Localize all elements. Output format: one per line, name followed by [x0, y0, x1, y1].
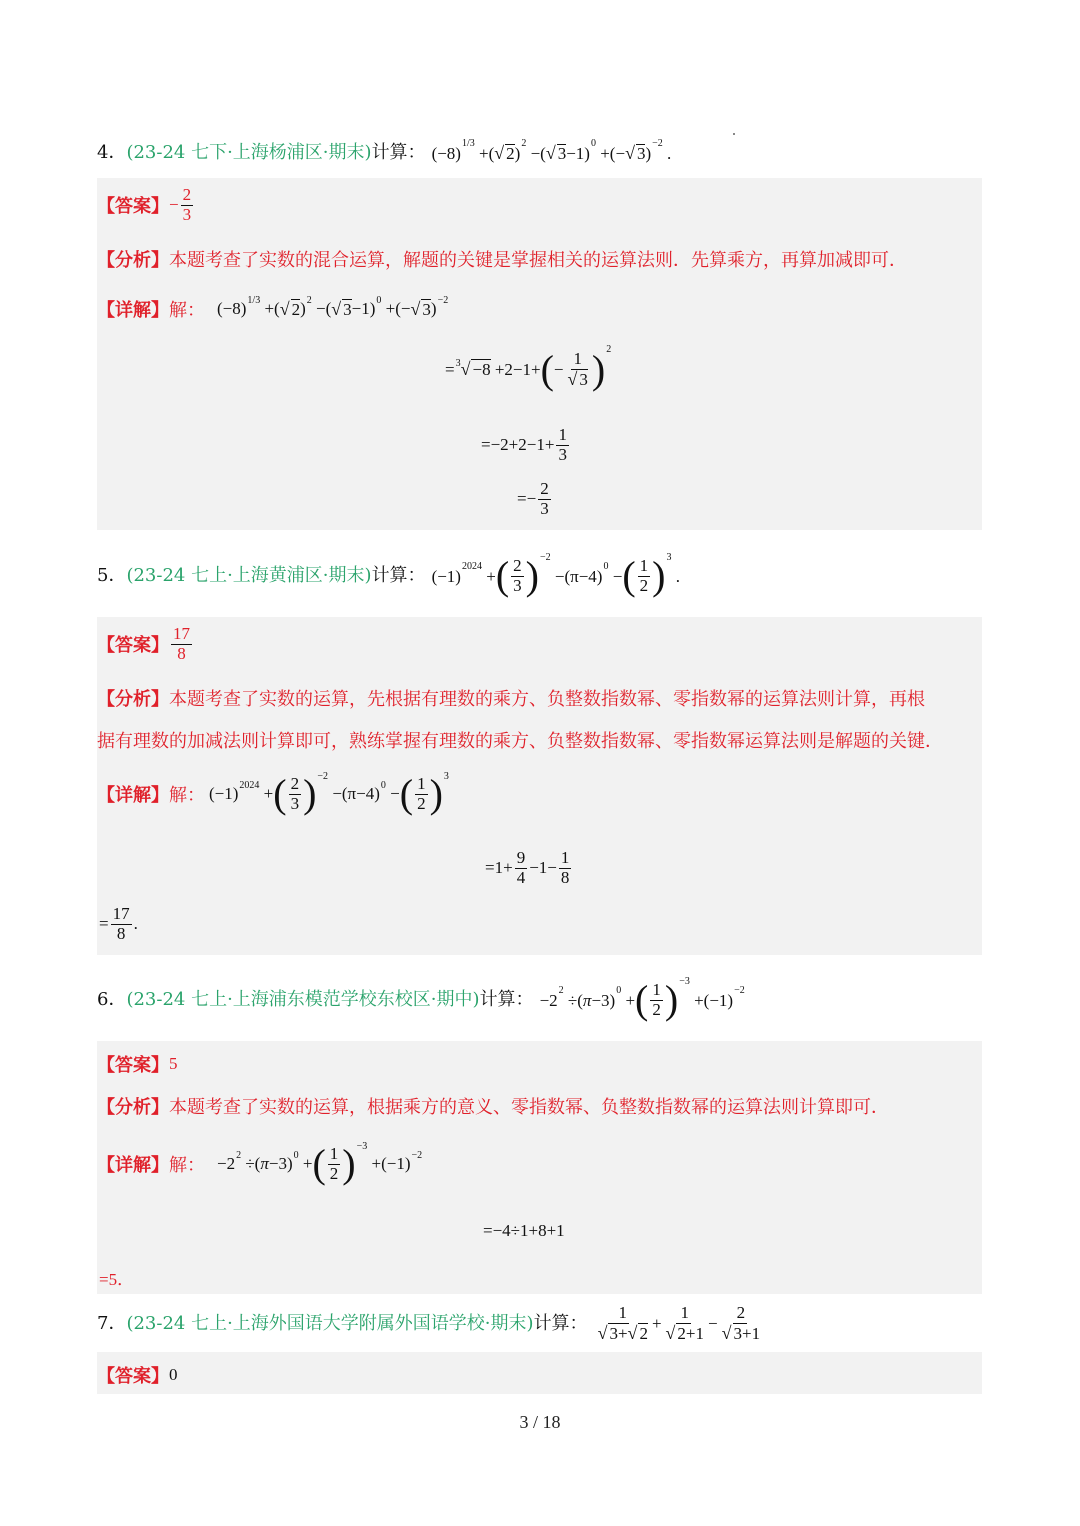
detail-label: 【详解】 — [97, 300, 169, 321]
analysis-row — [97, 685, 925, 711]
analysis-label: 【分析】 — [97, 689, 169, 710]
question-6 — [97, 976, 983, 1022]
question-expression: (−8) 1/3 +( √ 2 ) 2 −( √ 3 −1) 0 +(− √ 3 ) −2 . — [431, 138, 672, 163]
answer-row — [97, 1051, 178, 1077]
step-2 — [99, 1265, 134, 1290]
compute-label: 计算： — [371, 565, 426, 586]
analysis-row-2 — [97, 727, 943, 753]
detail-label: 【详解】 — [97, 785, 169, 807]
compute-label: 计算： — [371, 142, 426, 163]
answer-label: 【答案】 — [97, 635, 169, 657]
step-1: =−4÷1+8+1 — [483, 1221, 565, 1240]
question-5 — [97, 552, 983, 598]
step-3: =− $\frac{2}{3}$ — [517, 479, 549, 518]
question-source: (23-24 七下·上海杨浦区·期末) — [126, 142, 372, 163]
answer-value: $\frac{17}{8}$ — [173, 624, 190, 663]
solve-label: 解： — [169, 300, 205, 321]
question-number: 6． — [97, 989, 127, 1010]
analysis-text: 本题考查了实数的运算，根据乘方的意义、零指数幂、负整数指数幂的运算法则计算即可． — [169, 1097, 889, 1118]
answer-row — [97, 186, 195, 224]
detail-row — [97, 770, 449, 817]
solve-label: 解： — [169, 1155, 205, 1177]
solve-label: 解： — [169, 785, 205, 807]
step-1: =1+ $\frac{9}{4}$ −1− $\frac{1}{8}$ — [485, 848, 570, 887]
question-number: 7． — [97, 1313, 127, 1334]
question-expression: −2 2 ÷( π −3) 0 + ( $\frac{1}{2}$ ) −3 +(−1) −2 — [539, 976, 745, 1022]
detail-label: 【详解】 — [97, 1155, 169, 1177]
analysis-text-line2: 据有理数的加减法则计算即可，熟练掌握有理数的乘方、负整数指数幂、零指数幂运算法则是解题的关键． — [97, 731, 943, 752]
page-number: 3 / 18 — [519, 1412, 561, 1432]
analysis-text: 本题考查了实数的混合运算，解题的关键是掌握相关的运算法则．先算乘方，再算加减即可． — [169, 250, 907, 271]
analysis-row — [97, 246, 907, 272]
solution-box-5 — [97, 617, 982, 955]
analysis-label: 【分析】 — [97, 1097, 169, 1118]
answer-label: 【答案】 — [97, 1366, 169, 1387]
question-number: 4． — [97, 142, 127, 163]
solution-box-7 — [97, 1352, 982, 1394]
question-source: (23-24 七上·上海浦东模范学校东校区·期中) — [126, 989, 480, 1010]
detail-row — [97, 1140, 423, 1187]
answer-row — [97, 1362, 178, 1388]
question-source: (23-24 七上·上海外国语大学附属外国语学校·期末) — [126, 1313, 534, 1334]
question-source: (23-24 七上·上海黄浦区·期末) — [126, 565, 372, 586]
question-number: 5． — [97, 565, 127, 586]
answer-label: 【答案】 — [97, 1055, 169, 1076]
solution-box-4 — [97, 178, 982, 530]
step-2: = $\frac{17}{8}$ . — [99, 904, 138, 943]
answer-row — [97, 625, 194, 663]
question-expression: $\frac{1}{√ 3+√ 2}$ + $\frac{1}{√ 2+1}$ − $\frac{2}{√ 3+1}$ — [597, 1303, 761, 1343]
answer-label: 【答案】 — [97, 196, 169, 218]
final-result: =5． — [99, 1270, 135, 1289]
analysis-row — [97, 1093, 889, 1119]
detail-expression: (−8) 1/3 +( √ 2 ) 2 −( √ 3 −1) 0 +(− √ 3 ) −2 — [217, 294, 449, 319]
analysis-label: 【分析】 — [97, 250, 169, 271]
detail-row — [97, 296, 448, 322]
analysis-text-line1: 本题考查了实数的运算，先根据有理数的乘方、负整数指数幂、零指数幂的运算法则计算，再根 — [169, 689, 925, 710]
detail-expression: −2 2 ÷( π −3) 0 + ( $\frac{1}{2}$ ) −3 +(−1) −2 — [217, 1140, 423, 1187]
step-2: =−2+2−1+ $\frac{1}{3}$ — [481, 425, 567, 464]
detail-expression: (−1) 2024 + ( $\frac{2}{3}$ ) −2 −(π−4) 0 − ( $\frac{1}{2}$ ) 3 — [209, 770, 449, 817]
compute-label: 计算： — [479, 989, 534, 1010]
question-4 — [97, 138, 983, 168]
answer-value: 5 — [169, 1054, 178, 1073]
answer-value: − $\frac{2}{3}$ — [169, 185, 192, 224]
question-expression: (−1) 2024 + ( $\frac{2}{3}$ ) −2 −(π−4) 0 − ( $\frac{1}{2}$ ) 3 . — [431, 552, 680, 598]
stray-mark — [733, 133, 735, 135]
answer-value: 0 — [169, 1365, 178, 1384]
question-7 — [97, 1302, 983, 1346]
solution-box-6 — [97, 1041, 982, 1294]
step-1: = 3 √ −8 +2−1+ ( − $\frac{1}{√ 3}$ ) 2 — [445, 344, 612, 392]
compute-label: 计算： — [533, 1313, 588, 1334]
